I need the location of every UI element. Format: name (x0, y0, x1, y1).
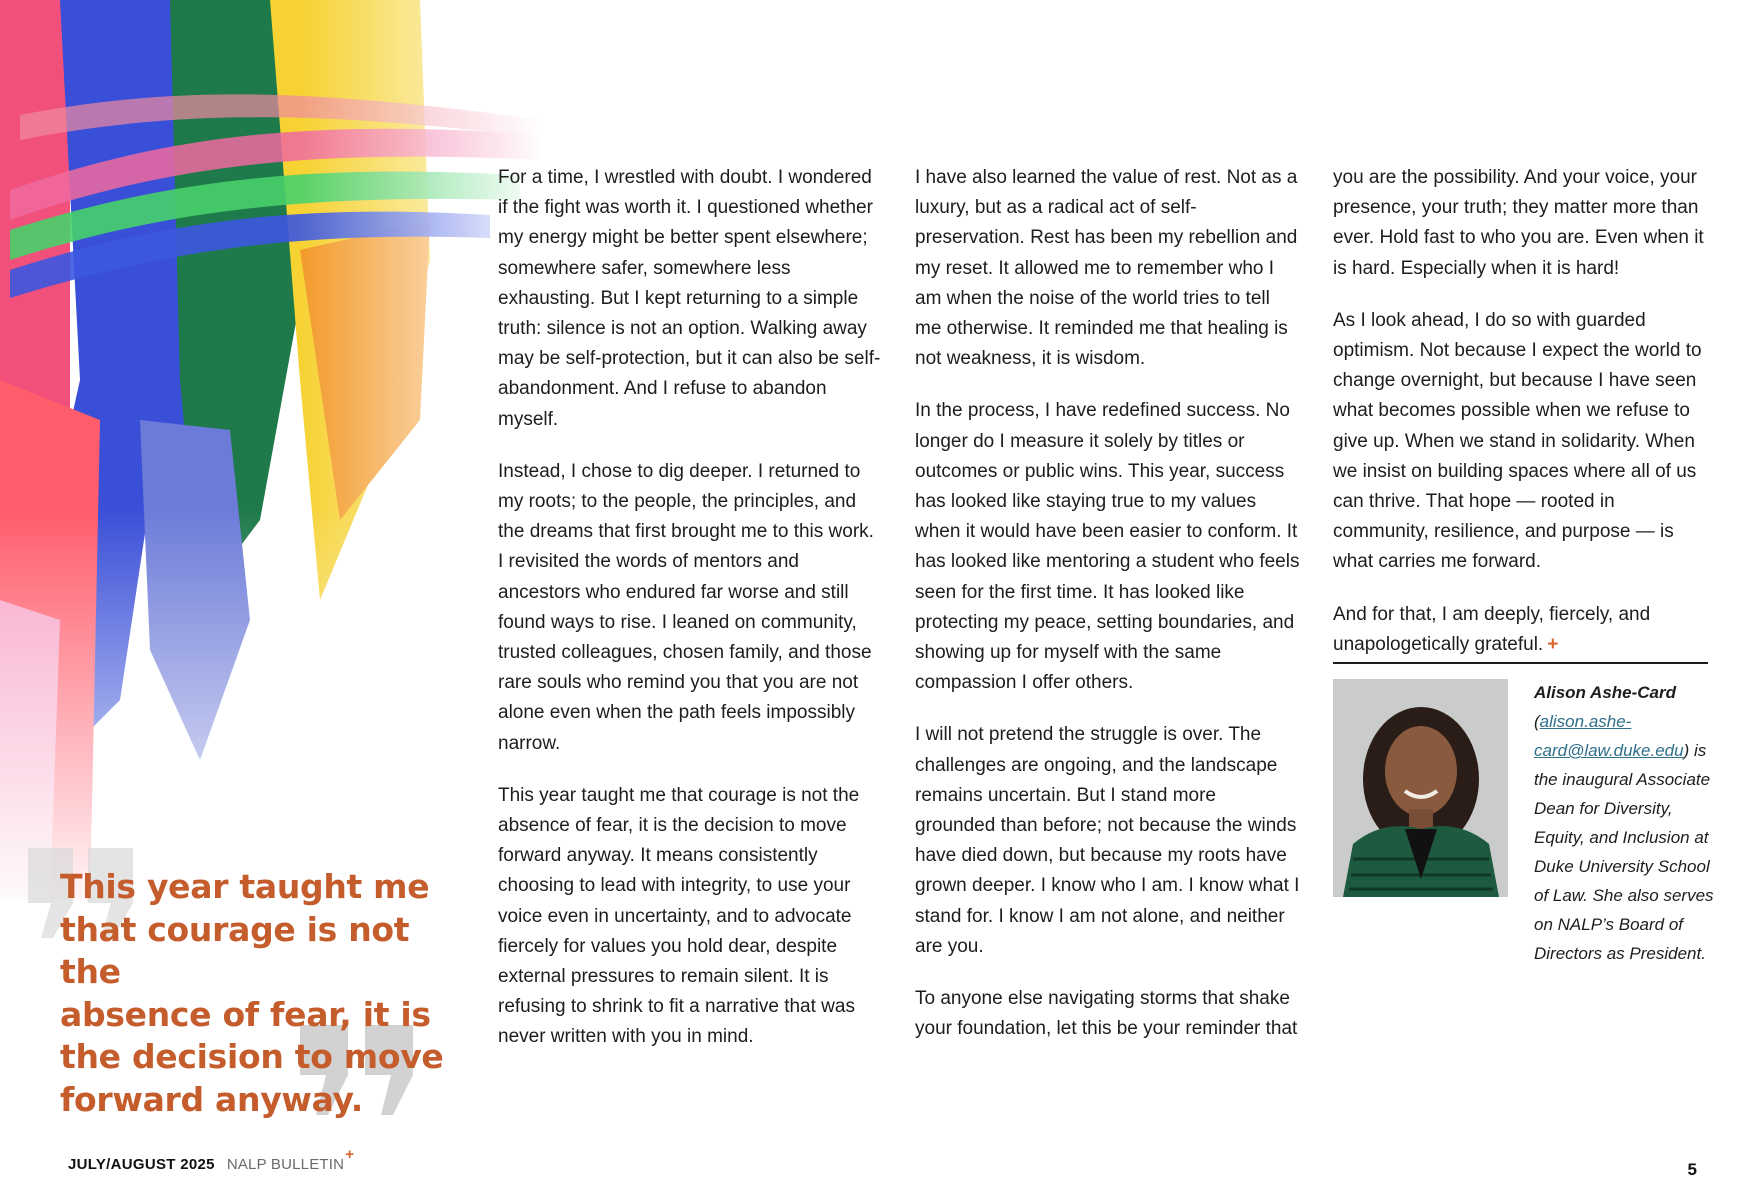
author-name: Alison Ashe-Card (1534, 683, 1677, 702)
paragraph: In the process, I have redefined success. No longer do I measure it solely by titles or outcomes or public wins. This year, success has looked like staying true to my values when it would have been easier to conform. It has looked like mentoring a student who feels seen for the first time. It has looked like protecting my peace, setting boundaries, and showing up for myself with the same compassion I offer others. (915, 400, 1300, 694)
page-number: 5 (1687, 1160, 1697, 1179)
author-bio-text: is the inaugural Associate Dean for Diversity, Equity, and Inclusion at Duke University School of Law. She also serves on NALP’s Board of Directors as President. (1534, 741, 1714, 963)
publication-name (226, 1146, 355, 1173)
paragraph: As I look ahead, I do so with guarded optimism. Not because I expect the world to change overnight, but because I have seen what becomes possible when we refuse to give up. When we stand in solidarity. When we insist on building spaces where all of us can thrive. That hope — rooted in community, resilience, and purpose — is what carries me forward. (1333, 309, 1702, 573)
pull-quote-line: the decision to move (60, 1037, 444, 1076)
pull-quote (60, 866, 460, 1121)
closing-text: And for that, I am deeply, fiercely, and unapologetically grateful. (1333, 603, 1651, 655)
article-column-2 (915, 163, 1300, 1066)
paragraph: I have also learned the value of rest. Not as a luxury, but as a radical act of self-preservation. Rest has been my rebellion and my reset. It allowed me to remember who I am when the noise of the world tries to tell me otherwise. It reminded me that healing is not weakness, it is wisdom. (915, 167, 1298, 370)
closing-paragraph (1333, 600, 1713, 660)
article-column-1 (498, 163, 883, 1075)
pull-quote-line: forward anyway. (60, 1079, 363, 1119)
paragraph: To anyone else navigating storms that shake your foundation, let this be your reminder that (915, 988, 1298, 1040)
pull-quote-line: This year taught me (60, 867, 430, 906)
paragraph: you are the possibility. And your voice, your presence, your truth; they matter more than ever. Hold fast to who you are. Even when it is hard. Especially when it is hard! (1333, 167, 1704, 279)
paragraph: Instead, I chose to dig deeper. I returned to my roots; to the people, the principles, and the dreams that first brought me to this work. I revisited the words of mentors and ancestors who endured far worse and still found ways to rise. I leaned on community, trusted colleagues, chosen family, and those rare souls who remind you that you are not alone even when the path feels impossibly narrow. (498, 460, 874, 754)
paren-open: ( (1534, 712, 1540, 731)
pull-quote-line: absence of fear, it is (60, 994, 431, 1034)
article-column-3 (1333, 163, 1713, 682)
author-email-link[interactable]: alison.ashe-card@law.duke.edu (1534, 712, 1684, 760)
plus-icon: + (345, 1146, 355, 1163)
publication-title: NALP BULLETIN (226, 1156, 345, 1173)
author-bio (1534, 678, 1714, 968)
paragraph: For a time, I wrestled with doubt. I wondered if the fight was worth it. I questioned whether my energy might be better spent elsewhere; somewhere safer, somewhere less exhausting. But I kept returning to a simple truth: silence is not an option. Walking away may be self-protection, but it can also be self-abandonment. And I refuse to abandon myself. (498, 167, 881, 430)
paragraph: I will not pretend the struggle is over. The challenges are ongoing, and the landscape remains uncertain. But I stand more grounded than before; not because the winds have died down, but because my roots have grown deeper. I know who I am. I know what I stand for. I know I am not alone, and neither are you. (915, 724, 1300, 957)
end-mark-plus-icon: + (1547, 633, 1559, 655)
page-footer (68, 1146, 355, 1173)
pull-quote-line: that courage is not the (60, 909, 410, 991)
bio-divider (1333, 662, 1708, 664)
issue-date: JULY/AUGUST 2025 (68, 1156, 215, 1173)
author-photo (1333, 679, 1508, 897)
paren-close: ) (1683, 741, 1690, 760)
paragraph: This year taught me that courage is not the absence of fear, it is the decision to move forward anyway. It means consistently choosing to lead with integrity, to use your voice even in uncertainty, and to advocate fiercely for values you hold dear, despite external pressures to remain silent. It is refusing to shrink to fit a narrative that was never written with you in mind. (498, 784, 860, 1048)
